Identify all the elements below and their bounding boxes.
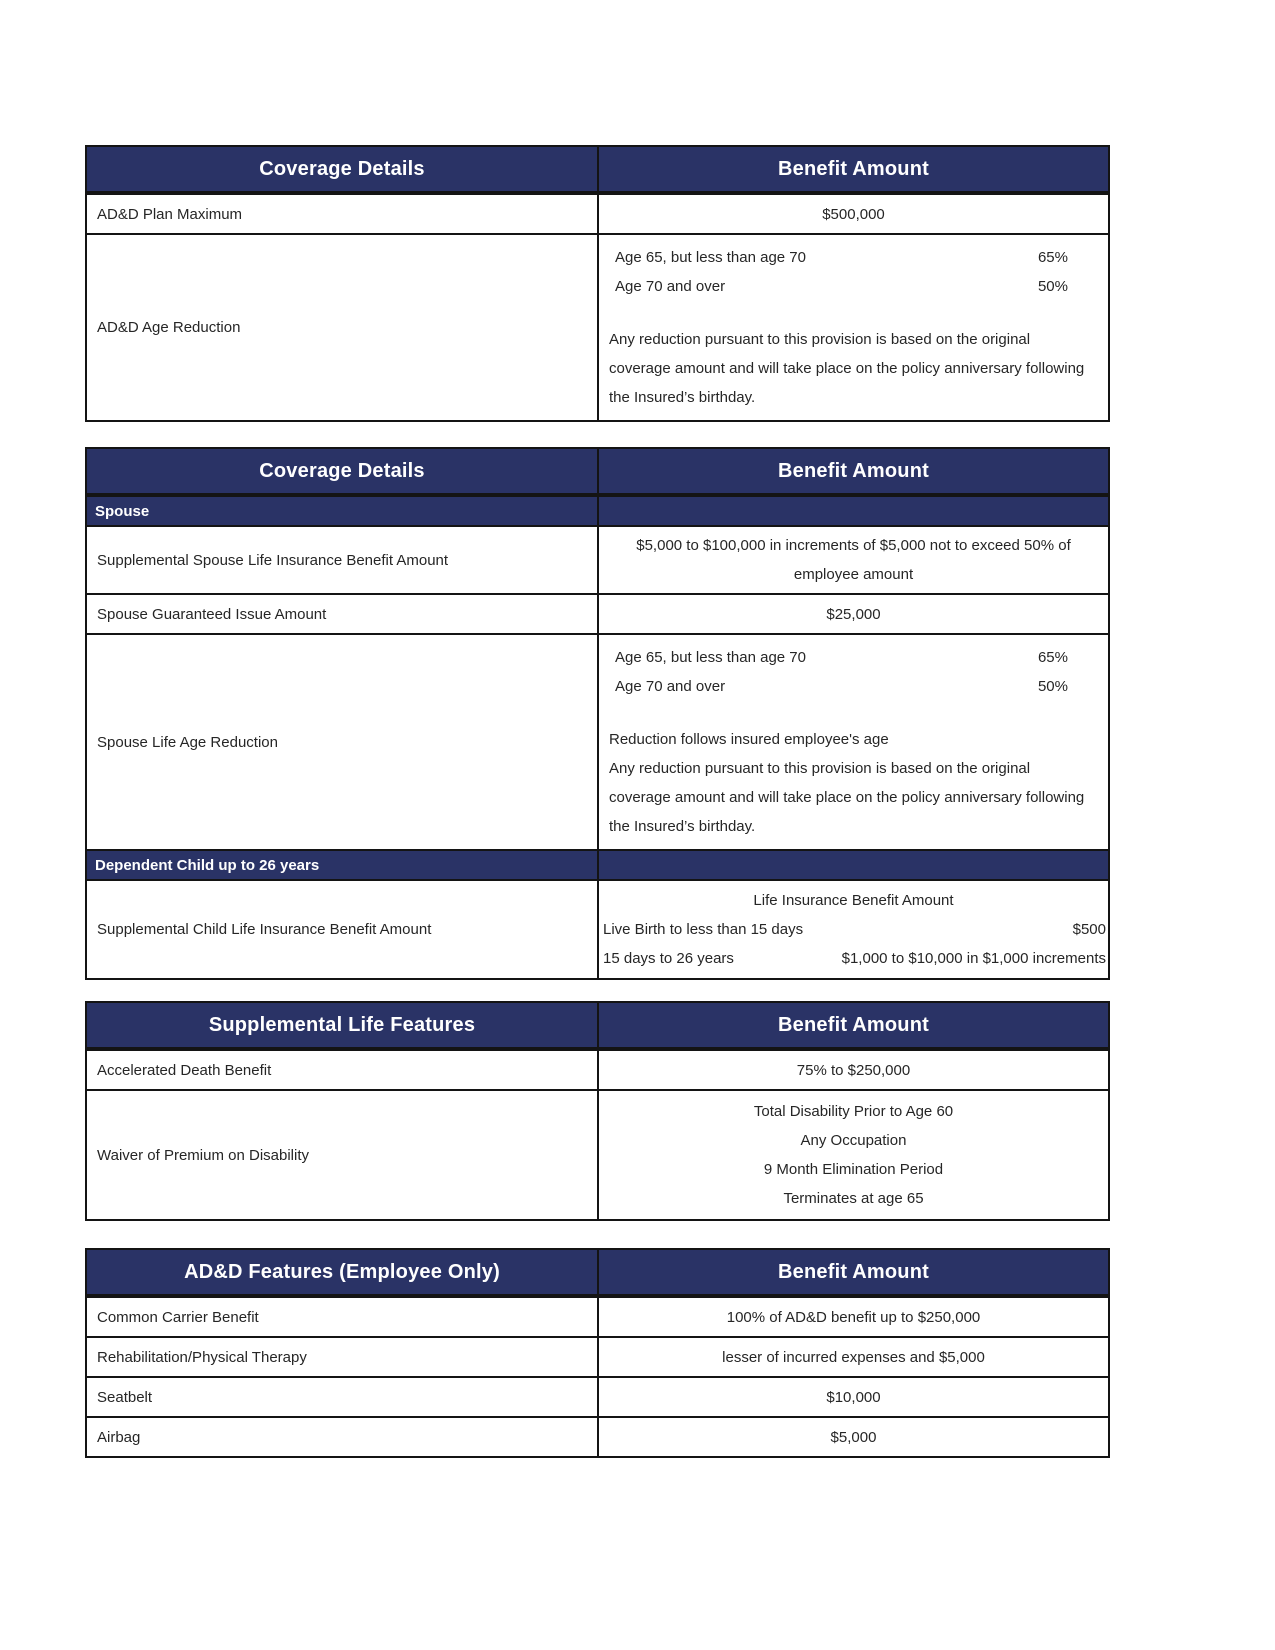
age-tier-label: Age 70 and over (615, 278, 726, 295)
table-row (86, 1337, 1109, 1377)
row-value-waiver-of-premium (598, 1090, 1109, 1220)
child-benefit-row (601, 915, 1106, 944)
age-tier-label: Age 65, but less than age 70 (615, 649, 806, 666)
spacer (607, 301, 1100, 325)
table-row (86, 526, 1109, 594)
column-header-add-features: AD&D Features (Employee Only) (86, 1249, 598, 1296)
row-value-supp-child-life (598, 880, 1109, 979)
row-label-spouse-age-reduction: Spouse Life Age Reduction (86, 634, 598, 850)
row-label-accelerated-death-benefit: Accelerated Death Benefit (86, 1049, 598, 1090)
row-label-airbag: Airbag (86, 1417, 598, 1457)
row-value-seatbelt: $10,000 (598, 1377, 1109, 1417)
table-gap (85, 422, 1108, 447)
benefit-summary-document (85, 145, 1108, 1458)
row-value-common-carrier: 100% of AD&D benefit up to $250,000 (598, 1296, 1109, 1337)
column-header-benefit-amount: Benefit Amount (598, 146, 1109, 193)
row-label-supp-spouse-life: Supplemental Spouse Life Insurance Benefit Amount (86, 526, 598, 594)
dependent-coverage-table (85, 447, 1110, 980)
table-header-row (86, 1249, 1109, 1296)
table-row (86, 1296, 1109, 1337)
age-tier-row (607, 272, 1100, 301)
spacer (607, 701, 1100, 725)
table-row (86, 1090, 1109, 1220)
table-gap (85, 980, 1108, 1001)
row-value-rehabilitation: lesser of incurred expenses and $5,000 (598, 1337, 1109, 1377)
table-row (86, 193, 1109, 234)
table-row (86, 634, 1109, 850)
row-value-spouse-age-reduction (598, 634, 1109, 850)
row-label-supp-child-life: Supplemental Child Life Insurance Benefit Amount (86, 880, 598, 979)
age-tier-row (607, 643, 1100, 672)
section-band-empty-cell (598, 495, 1109, 526)
row-label-seatbelt: Seatbelt (86, 1377, 598, 1417)
age-tier-percent: 50% (1037, 278, 1068, 295)
column-header-benefit-amount: Benefit Amount (598, 1249, 1109, 1296)
table-row (86, 1417, 1109, 1457)
row-label-add-plan-maximum: AD&D Plan Maximum (86, 193, 598, 234)
age-tier-label: Age 70 and over (615, 678, 726, 695)
spouse-reduction-follows-note: Reduction follows insured employee's age (609, 731, 889, 748)
row-label-add-age-reduction: AD&D Age Reduction (86, 234, 598, 421)
age-reduction-note: Any reduction pursuant to this provision is based on the original coverage amount and will take place on the policy anniversary following the Insured’s birthday. (609, 331, 1085, 406)
section-band-label: Dependent Child up to 26 years (86, 850, 598, 880)
table-row (86, 1377, 1109, 1417)
age-tier-percent: 65% (1037, 249, 1068, 266)
table-header-row (86, 146, 1109, 193)
table-header-row (86, 448, 1109, 495)
table-row (86, 594, 1109, 634)
row-label-waiver-of-premium: Waiver of Premium on Disability (86, 1090, 598, 1220)
supplemental-life-features-table (85, 1001, 1110, 1221)
row-label-rehabilitation: Rehabilitation/Physical Therapy (86, 1337, 598, 1377)
column-header-benefit-amount: Benefit Amount (598, 1002, 1109, 1049)
section-band-dependent-child (86, 850, 1109, 880)
waiver-condition-line: 9 Month Elimination Period (763, 1161, 944, 1178)
child-benefit-value: $1,000 to $10,000 in $1,000 increments (841, 950, 1106, 967)
row-label-spouse-guaranteed-issue: Spouse Guaranteed Issue Amount (86, 594, 598, 634)
row-value-add-plan-maximum: $500,000 (598, 193, 1109, 234)
table-row (86, 234, 1109, 421)
child-benefit-row (601, 944, 1106, 973)
table-row (86, 1049, 1109, 1090)
waiver-condition-line: Any Occupation (800, 1132, 907, 1149)
section-band-label: Spouse (86, 495, 598, 526)
waiver-condition-line: Terminates at age 65 (783, 1190, 924, 1207)
row-value-add-age-reduction (598, 234, 1109, 421)
table-gap (85, 1221, 1108, 1248)
child-benefit-label: Live Birth to less than 15 days (603, 921, 804, 938)
table-row (86, 880, 1109, 979)
section-band-spouse (86, 495, 1109, 526)
child-benefit-value: $500 (1072, 921, 1106, 938)
age-tier-percent: 50% (1037, 678, 1068, 695)
row-value-spouse-guaranteed-issue: $25,000 (598, 594, 1109, 634)
age-tier-row (607, 672, 1100, 701)
age-reduction-note: Any reduction pursuant to this provision is based on the original coverage amount and will take place on the policy anniversary following the Insured’s birthday. (609, 760, 1085, 835)
child-benefit-title: Life Insurance Benefit Amount (753, 892, 954, 909)
child-benefit-label: 15 days to 26 years (603, 950, 734, 967)
age-tier-percent: 65% (1037, 649, 1068, 666)
column-header-supplemental-life-features: Supplemental Life Features (86, 1002, 598, 1049)
row-value-airbag: $5,000 (598, 1417, 1109, 1457)
add-features-table (85, 1248, 1110, 1458)
section-band-empty-cell (598, 850, 1109, 880)
row-value-supp-spouse-life: $5,000 to $100,000 in increments of $5,000 not to exceed 50% of employee amount (598, 526, 1109, 594)
row-value-accelerated-death-benefit: 75% to $250,000 (598, 1049, 1109, 1090)
waiver-condition-line: Total Disability Prior to Age 60 (753, 1103, 954, 1120)
column-header-coverage-details: Coverage Details (86, 146, 598, 193)
row-label-common-carrier: Common Carrier Benefit (86, 1296, 598, 1337)
age-tier-row (607, 243, 1100, 272)
column-header-benefit-amount: Benefit Amount (598, 448, 1109, 495)
column-header-coverage-details: Coverage Details (86, 448, 598, 495)
table-header-row (86, 1002, 1109, 1049)
add-coverage-table (85, 145, 1110, 422)
age-tier-label: Age 65, but less than age 70 (615, 249, 806, 266)
